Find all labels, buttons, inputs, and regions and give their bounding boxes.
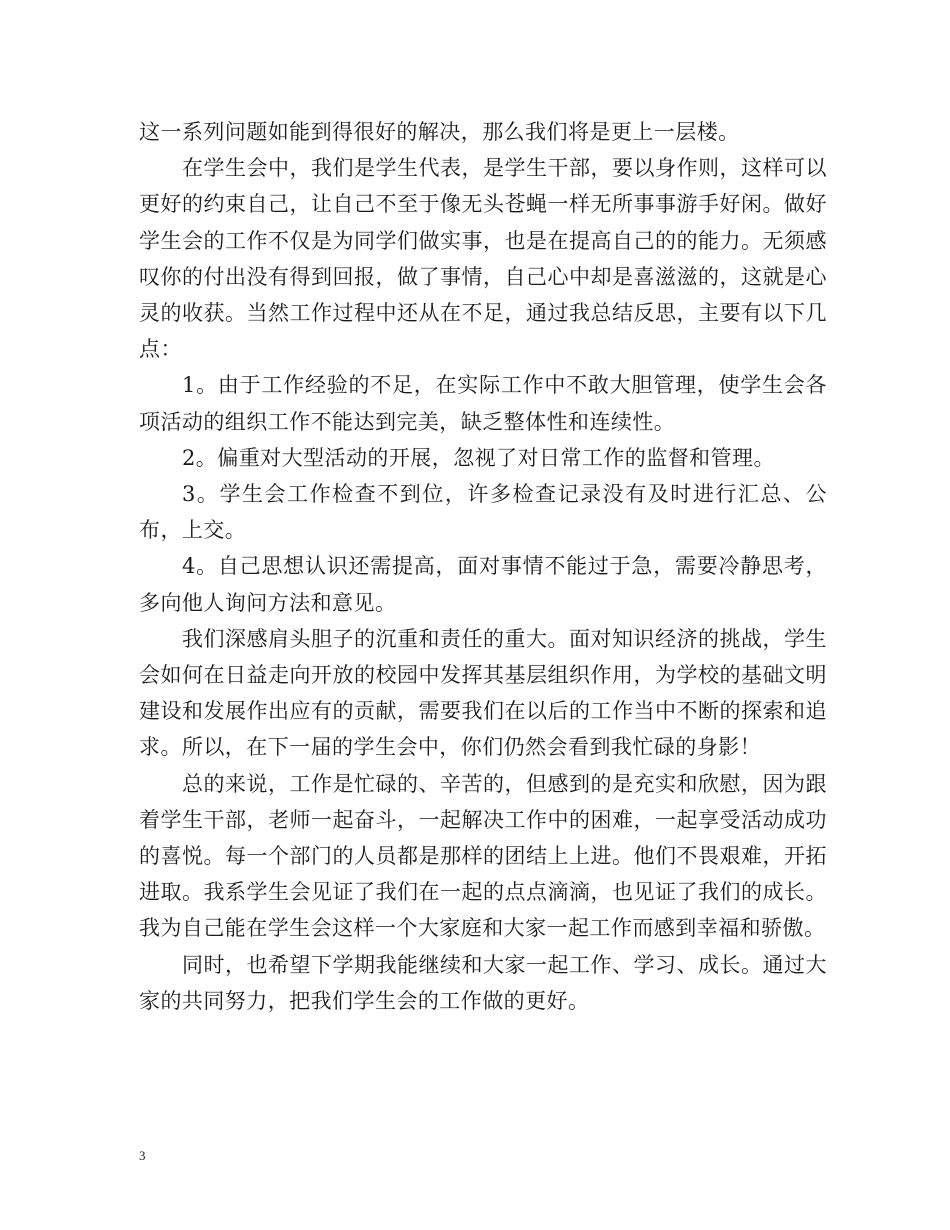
paragraph-point-1: 1。由于工作经验的不足，在实际工作中不敢大胆管理，使学生会各项活动的组织工作不能达到完美，缺乏整体性和连续性。 bbox=[139, 373, 827, 434]
paragraph-summary: 总的来说，工作是忙碌的、辛苦的，但感到的是充实和欣慰，因为跟着学生干部，老师一起奋斗，一起解决工作中的困难，一起享受活动成功的喜悦。每一个部门的人员都是那样的团结上上进。他们不畏艰难，开拓进取。我系学生会见证了我们在一起的点点滴滴，也见证了我们的成长。我为自己能在学生会这样一个大家庭和大家一起工作而感到幸福和骄傲。 bbox=[139, 771, 827, 941]
paragraph-point-2: 2。偏重对大型活动的开展，忽视了对日常工作的监督和管理。 bbox=[182, 445, 775, 470]
paragraph-point-3: 3。学生会工作检查不到位，许多检查记录没有及时进行汇总、公布，上交。 bbox=[139, 482, 827, 543]
paragraph-continuation: 这一系列问题如能到得很好的解决，那么我们将是更上一层楼。 bbox=[139, 120, 740, 144]
page-number: 3 bbox=[139, 1148, 146, 1163]
document-body bbox=[139, 114, 827, 1019]
paragraph-closing: 同时，也希望下学期我能继续和大家一起工作、学习、成长。通过大家的共同努力，把我们学生会的工作做的更好。 bbox=[139, 952, 827, 1013]
paragraph-responsibility: 我们深感肩头胆子的沉重和责任的重大。面对知识经济的挑战，学生会如何在日益走向开放的校园中发挥其基层组织作用，为学校的基础文明建设和发展作出应有的贡献，需要我们在以后的工作当中不断的探索和追求。所以，在下一届的学生会中，你们仍然会看到我忙碌的身影！ bbox=[139, 626, 827, 760]
paragraph-student-union-role: 在学生会中，我们是学生代表，是学生干部，要以身作则，这样可以更好的约束自己，让自己不至于像无头苍蝇一样无所事事游手好闲。做好学生会的工作不仅是为同学们做实事，也是在提高自己的的能力。无须感叹你的付出没有得到回报，做了事情，自己心中却是喜滋滋的，这就是心灵的收获。当然工作过程中还从在不足，通过我总结反思，主要有以下几点： bbox=[139, 156, 827, 362]
paragraph-point-4: 4。自己思想认识还需提高，面对事情不能过于急，需要冷静思考，多向他人询问方法和意见。 bbox=[139, 554, 827, 615]
